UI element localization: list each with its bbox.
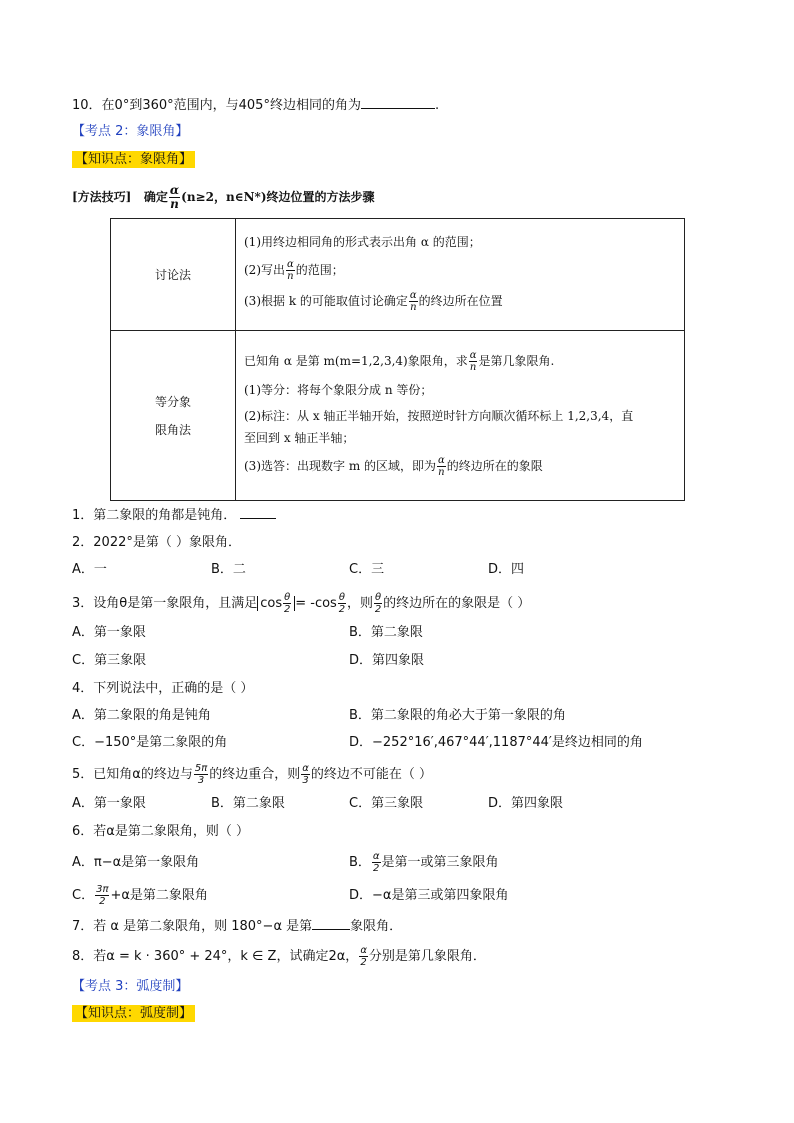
option-a: A．π−α是第一象限角: [72, 855, 200, 870]
method-title-pre: 确定: [143, 190, 168, 204]
question-10: [72, 96, 439, 115]
method-tag: [方法技巧]: [72, 190, 132, 204]
option-a: A．一: [72, 562, 107, 577]
method-title-post: (n≥2，n∈N*)终边位置的方法步骤: [181, 190, 375, 204]
question-4: 4．下列说法中，正确的是（ ）: [72, 681, 254, 696]
option-d: D．−252°16′,467°44′,1187°44′是终边相同的角: [349, 735, 643, 750]
question-1-text: 1．第二象限的角都是钝角．: [72, 508, 237, 523]
question-10-tail: .: [434, 98, 440, 113]
question-3-stem-pre: 3．设角θ是第一象限角，且满足: [72, 596, 258, 611]
question-8-pre: 8．若α = k · 360° + 24°，k ∈ Z，试确定2α，: [72, 949, 359, 964]
equal-division-step-3: [244, 455, 676, 478]
fraction-alpha-over-3: $\frac{\alpha}{3}$: [302, 763, 309, 786]
fraction-theta-over-2: $\frac{\theta}{2}$: [283, 592, 291, 615]
equal-division-step-3-pre: (3)选答：出现数字 m 的区域，即为: [244, 458, 437, 473]
section-heading-radian: 【考点 3：弧度制】: [72, 979, 189, 994]
fraction-alpha-over-2: $\frac{\alpha}{2}$: [372, 851, 380, 874]
equal-division-head-line-1: 等分象: [154, 394, 191, 409]
fraction-alpha-over-n: $\frac{\alpha}{n}$: [469, 349, 477, 373]
method-table: [110, 218, 685, 501]
discussion-step-3-pre: (3)根据 k 的可能取值讨论确定: [244, 293, 408, 308]
answer-blank: [240, 506, 276, 519]
question-3-stem-post: 的终边所在的象限是（ ）: [383, 596, 531, 611]
knowledge-point-quadrant: [72, 151, 195, 169]
fraction-theta-over-2: $\frac{\theta}{2}$: [374, 592, 382, 615]
question-6: 6．若α是第二象限角，则（ ）: [72, 824, 249, 839]
option-c: C．−150°是第二象限的角: [72, 735, 228, 750]
discussion-step-1: (1)用终边相同角的形式表示出角 α 的范围；: [244, 234, 481, 249]
question-2: 2．2022°是第（ ）象限角．: [72, 535, 241, 550]
fraction-alpha-over-n: $\frac{\alpha}{n}$: [287, 258, 294, 282]
option-c: C．三: [349, 562, 385, 577]
question-10-text: 10．在0°到360°范围内，与405°终边相同的角为: [72, 98, 361, 113]
question-8-post: 分别是第几象限角．: [368, 949, 486, 964]
section-heading-quadrant: 【考点 2：象限角】: [72, 124, 189, 139]
option-b: B．第二象限: [349, 625, 423, 640]
question-5-stem-mid: 的终边重合，则: [209, 767, 301, 782]
option-d: D．第四象限: [349, 653, 425, 668]
question-7: [72, 917, 402, 936]
fraction-5pi-over-3: $\frac{5\pi}{3}$: [194, 763, 208, 786]
equal-division-head-line-2: 限角法: [154, 422, 191, 437]
question-1: [72, 506, 276, 525]
knowledge-point-radian-label: 【知识点：弧度制】: [72, 1005, 195, 1022]
question-3-stem-mid2: ，则: [346, 596, 373, 611]
question-7-post: 象限角．: [350, 919, 403, 934]
option-b: B．第二象限的角必大于第一象限的角: [349, 708, 566, 723]
equal-division-step-1: (1)等分：将每个象限分成 n 等份；: [244, 382, 433, 397]
option-a: A．第一象限: [72, 796, 146, 811]
method-row-equal-division: [111, 331, 685, 501]
question-3-stem-mid: = -cos: [295, 596, 337, 611]
method-row-discussion-head: 讨论法: [111, 219, 236, 331]
abs-cos-half-theta: cos $\frac{\theta}{2}$: [257, 596, 295, 611]
discussion-step-3-post: 的终边所在位置: [418, 293, 503, 308]
equal-division-intro: [244, 350, 676, 373]
answer-blank: [312, 917, 350, 930]
equal-division-step-2-line-2: 至回到 x 轴正半轴；: [244, 430, 355, 445]
method-row-discussion: [111, 219, 685, 331]
method-row-equal-division-body: [236, 331, 685, 501]
option-c: C． $\frac{3\pi}{2}$ +α是第二象限角: [72, 884, 208, 907]
method-title: [72, 184, 375, 211]
option-a: A．第二象限的角是钝角: [72, 708, 211, 723]
option-b: B． $\frac{\alpha}{2}$ 是第一或第三象限角: [349, 851, 499, 874]
equal-division-step-2-line-1: (2)标注：从 x 轴正半轴开始，按照逆时针方向顺次循环标上 1,2,3,4，直: [244, 408, 634, 423]
equal-division-intro-post: 是第几象限角.: [478, 353, 555, 368]
fraction-theta-over-2: $\frac{\theta}{2}$: [338, 592, 346, 615]
option-b: B．第二象限: [211, 796, 285, 811]
method-row-equal-division-head: [111, 331, 236, 501]
knowledge-point-radian: [72, 1005, 195, 1023]
equal-division-step-3-post: 的终边所在的象限: [446, 458, 543, 473]
discussion-step-3: [244, 290, 676, 313]
option-d: D．第四象限: [488, 796, 564, 811]
discussion-step-2-post: 的范围；: [295, 262, 344, 277]
equal-division-intro-pre: 已知角 α 是第 m(m=1,2,3,4)象限角，求: [244, 353, 468, 368]
option-c-text: +α是第二象限角: [110, 888, 208, 903]
knowledge-point-quadrant-label: 【知识点：象限角】: [72, 151, 195, 168]
option-a: A．第一象限: [72, 625, 146, 640]
fraction-alpha-over-n: $\frac{\alpha}{n}$: [409, 289, 417, 313]
fraction-3pi-over-2: $\frac{3\pi}{2}$: [96, 884, 109, 907]
option-b: B．二: [211, 562, 246, 577]
answer-blank: [361, 96, 435, 109]
option-d: D．四: [488, 562, 525, 577]
discussion-step-2-pre: (2)写出: [244, 262, 285, 277]
question-8: [72, 945, 486, 968]
option-b-text: 是第一或第三象限角: [381, 855, 499, 870]
option-c: C．第三象限: [349, 796, 424, 811]
fraction-alpha-over-2: $\frac{\alpha}{2}$: [360, 945, 367, 968]
question-7-pre: 7．若 α 是第二象限角，则 180°−α 是第: [72, 919, 313, 934]
fraction-alpha-over-n: $\frac{\alpha}{n}$: [169, 183, 180, 211]
fraction-alpha-over-n: $\frac{\alpha}{n}$: [438, 454, 445, 478]
question-5-stem-post: 的终边不可能在（ ）: [310, 767, 432, 782]
option-c: C．第三象限: [72, 653, 147, 668]
option-d: D．−α是第三或第四象限角: [349, 888, 509, 903]
question-3: [72, 592, 530, 615]
method-row-discussion-body: [236, 219, 685, 331]
question-5: [72, 763, 432, 786]
question-5-stem-pre: 5．已知角α的终边与: [72, 767, 193, 782]
discussion-step-2: [244, 259, 676, 282]
